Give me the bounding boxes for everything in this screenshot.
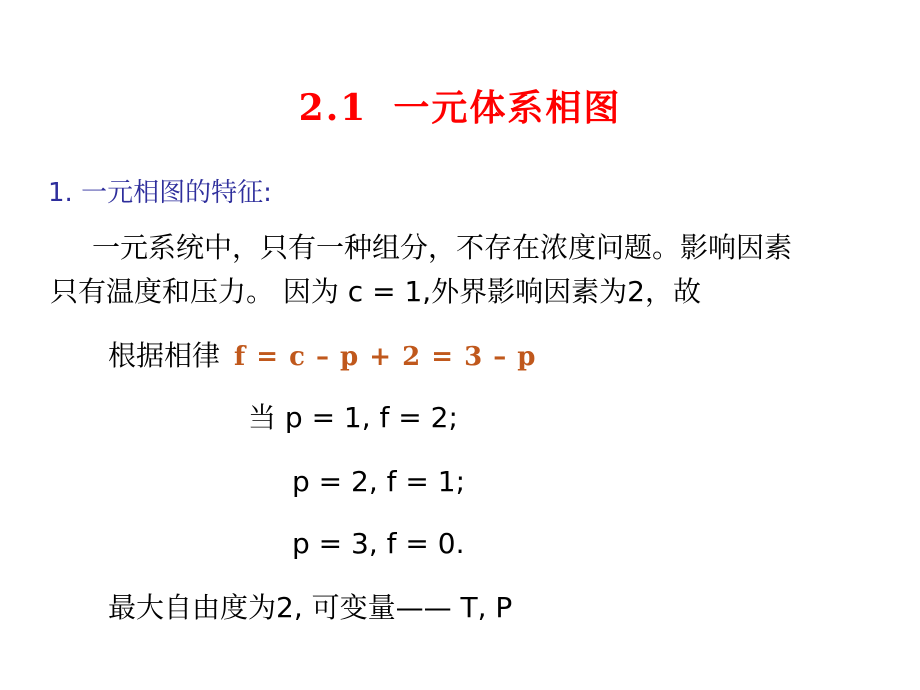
paragraph-line-1: 一元系统中，只有一种组分，不存在浓度问题。影响因素 (92, 231, 793, 264)
title-number: 2.1 (298, 87, 368, 129)
phase-rule-line (108, 334, 536, 379)
case-line-3: p = 3, f = 0. (292, 527, 465, 560)
case-line-1: 当 p = 1, f = 2; (248, 401, 458, 434)
title-text: 一元体系相图 (393, 87, 622, 129)
phase-rule-label: 根据相律 (108, 339, 221, 372)
case-line-2: p = 2, f = 1; (292, 465, 466, 498)
slide-title (0, 80, 920, 131)
paragraph-line-2: 只有温度和压力。 因为 c = 1,外界影响因素为2，故 (50, 275, 701, 308)
section-heading: 1. 一元相图的特征: (48, 178, 272, 208)
conclusion-line: 最大自由度为2, 可变量—— T, P (108, 591, 513, 624)
phase-rule-formula: f = c – p + 2 = 3 – p (234, 342, 537, 372)
